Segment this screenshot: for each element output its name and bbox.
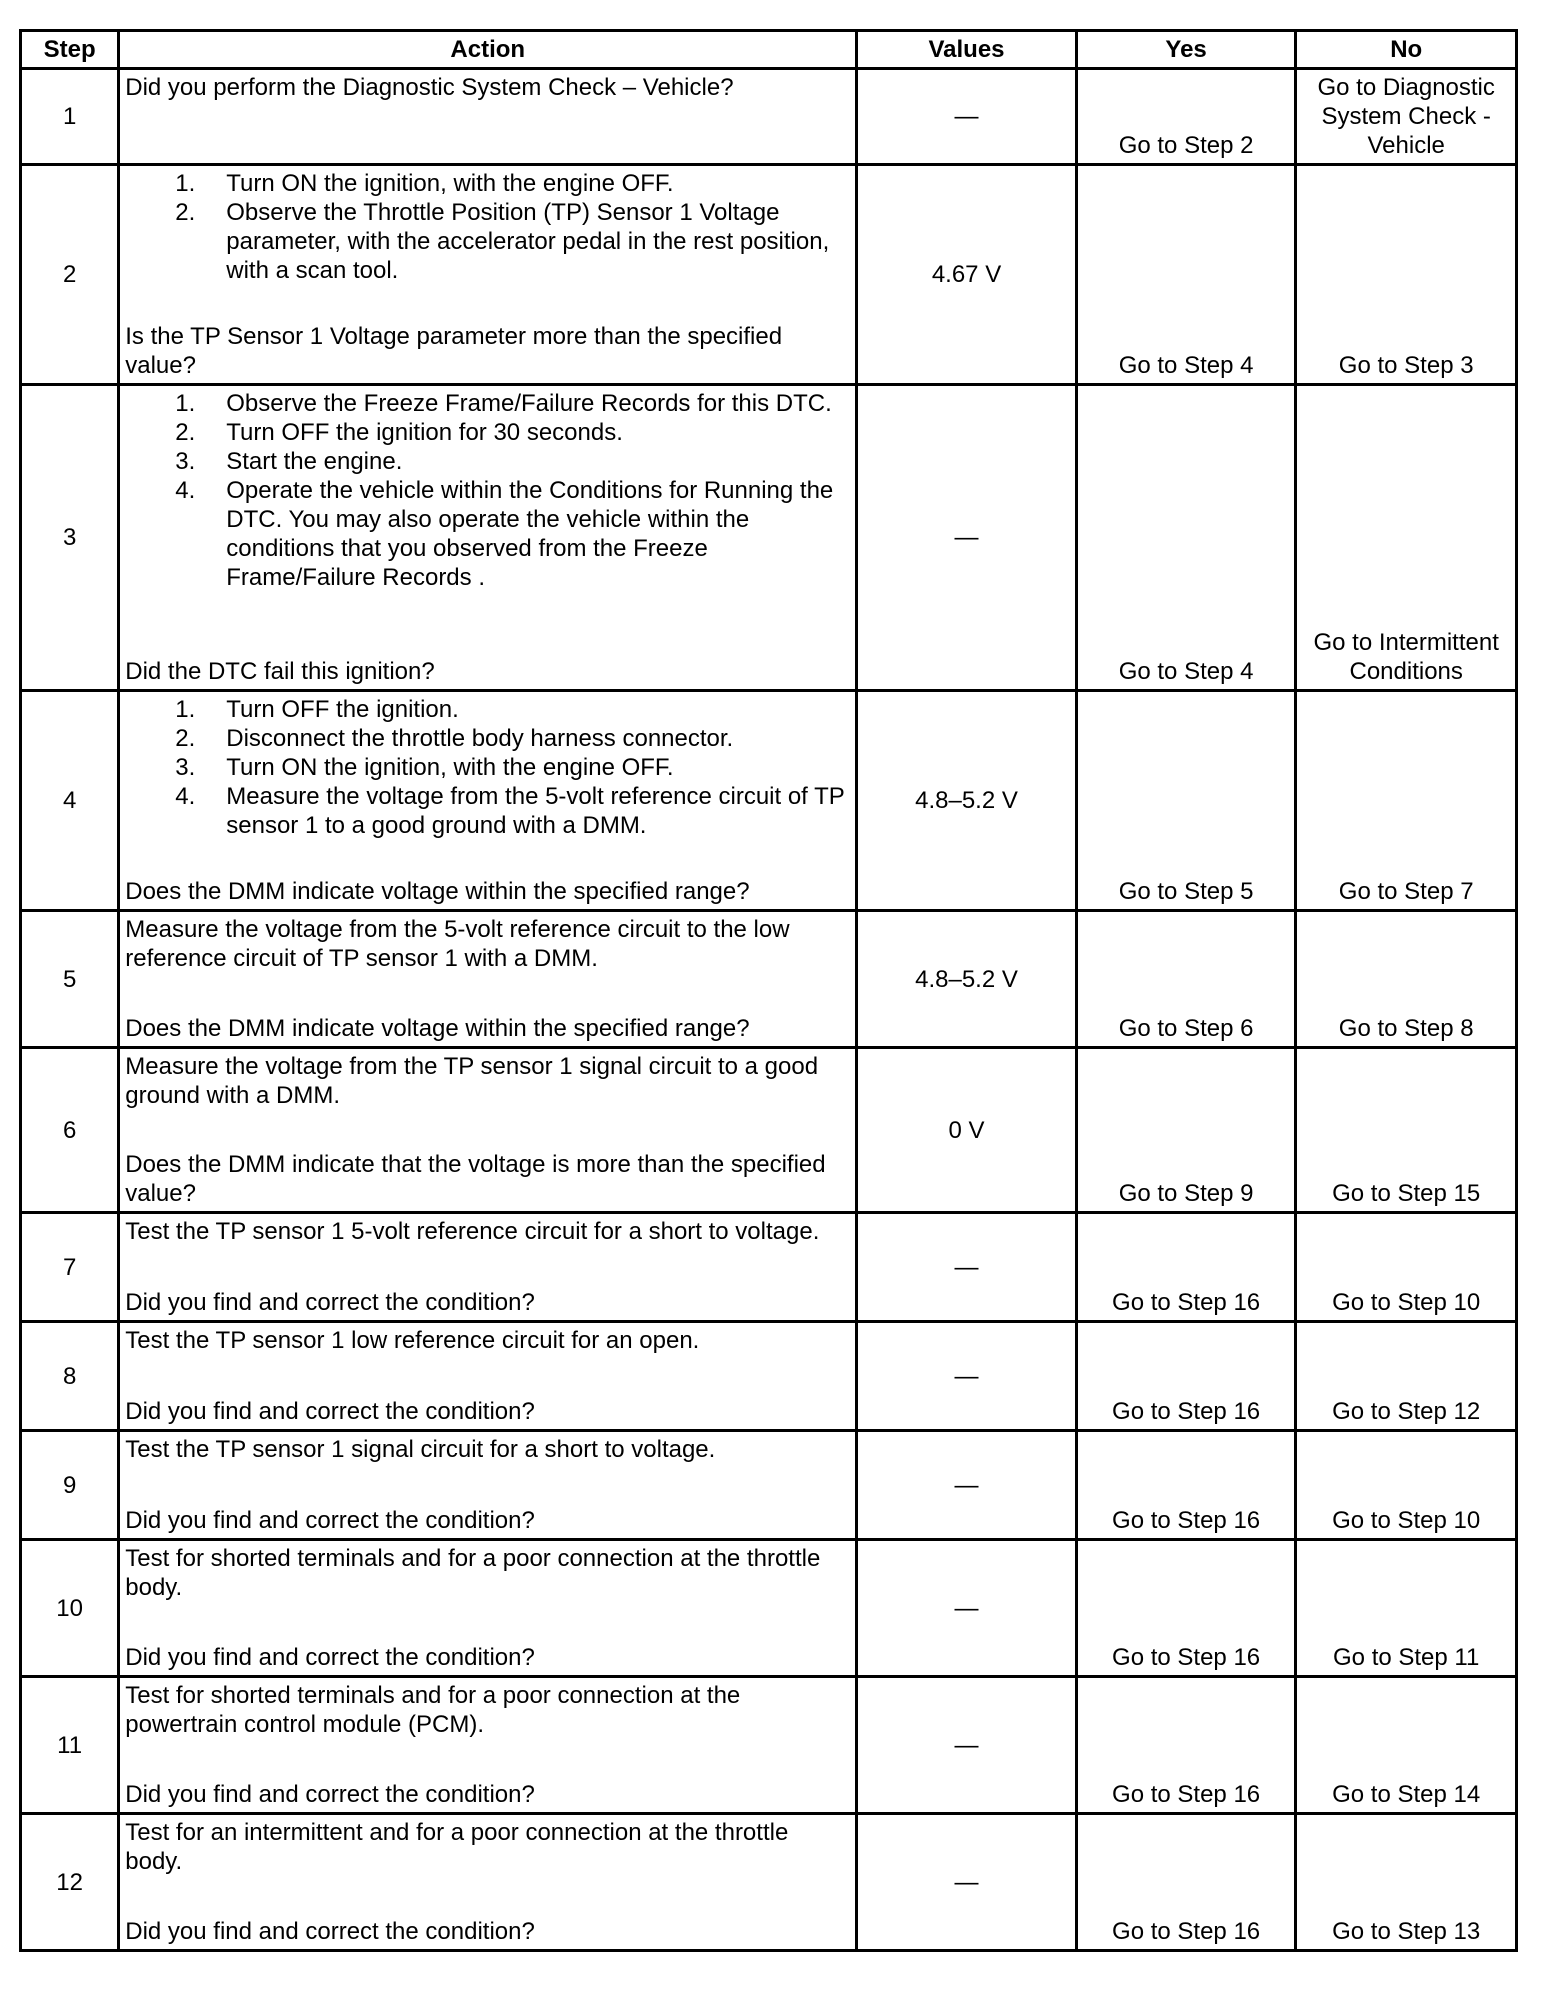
table-row <box>21 165 1517 385</box>
instruction-item: 4. Measure the voltage from the 5-volt reference circuit of TP sensor 1 to a good ground with a DMM. <box>175 783 845 839</box>
table-row <box>21 1048 1517 1213</box>
no-action: Go to Step 8 <box>1296 911 1517 1048</box>
header-action: Action <box>119 31 857 69</box>
no-action: Go to Diagnostic System Check - Vehicle <box>1296 69 1517 165</box>
instruction-item: 1. Turn OFF the ignition. <box>175 696 459 723</box>
action-text: Test the TP sensor 1 5-volt reference circuit for a short to voltage. <box>125 1218 820 1245</box>
action-cell <box>119 1048 857 1213</box>
action-cell <box>119 69 857 165</box>
yes-action: Go to Step 16 <box>1076 1431 1296 1540</box>
diagnostic-table <box>19 29 1518 1952</box>
header-no: No <box>1296 31 1517 69</box>
step-number: 12 <box>21 1814 119 1951</box>
table-row <box>21 691 1517 911</box>
action-cell <box>119 385 857 691</box>
value-cell: — <box>857 1814 1077 1951</box>
table-row <box>21 385 1517 691</box>
table-row <box>21 69 1517 165</box>
header-yes: Yes <box>1076 31 1296 69</box>
no-action: Go to Step 14 <box>1296 1677 1517 1814</box>
yes-action: Go to Step 9 <box>1076 1048 1296 1213</box>
step-number: 2 <box>21 165 119 385</box>
action-question: Does the DMM indicate that the voltage is more than the specified value? <box>125 1151 826 1207</box>
step-number: 8 <box>21 1322 119 1431</box>
instruction-item: 1. Turn ON the ignition, with the engine OFF. <box>175 170 674 197</box>
instruction-item: 1. Observe the Freeze Frame/Failure Records for this DTC. <box>175 390 832 417</box>
action-cell <box>119 1431 857 1540</box>
step-number: 1 <box>21 69 119 165</box>
action-text: Test the TP sensor 1 low reference circuit for an open. <box>125 1327 700 1354</box>
table-row <box>21 1540 1517 1677</box>
table-row <box>21 1213 1517 1322</box>
value-cell: 4.8–5.2 V <box>857 911 1077 1048</box>
action-instructions <box>125 1326 849 1355</box>
action-cell <box>119 691 857 911</box>
action-instructions <box>125 1052 849 1110</box>
action-question: Did you find and correct the condition? <box>125 1644 535 1671</box>
value-cell: — <box>857 1431 1077 1540</box>
instruction-item: 3. Turn ON the ignition, with the engine OFF. <box>175 754 674 781</box>
action-question: Does the DMM indicate voltage within the specified range? <box>125 1015 750 1042</box>
no-action: Go to Step 12 <box>1296 1322 1517 1431</box>
action-text: Measure the voltage from the 5-volt reference circuit to the low reference circuit of TP sensor 1 with a DMM. <box>125 916 790 972</box>
action-question: Did you find and correct the condition? <box>125 1398 535 1425</box>
action-cell <box>119 1540 857 1677</box>
action-cell <box>119 1677 857 1814</box>
value-cell: — <box>857 69 1077 165</box>
step-number: 4 <box>21 691 119 911</box>
action-cell <box>119 911 857 1048</box>
no-action: Go to Step 15 <box>1296 1048 1517 1213</box>
yes-action: Go to Step 4 <box>1076 165 1296 385</box>
action-text: Did you perform the Diagnostic System Check – Vehicle? <box>125 74 734 101</box>
yes-action: Go to Step 16 <box>1076 1814 1296 1951</box>
action-question: Is the TP Sensor 1 Voltage parameter more than the specified value? <box>125 323 783 379</box>
action-instructions <box>125 1681 849 1739</box>
value-cell: 4.67 V <box>857 165 1077 385</box>
yes-action: Go to Step 4 <box>1076 385 1296 691</box>
action-instructions <box>125 1217 849 1246</box>
action-instructions <box>125 169 849 285</box>
header-values: Values <box>857 31 1077 69</box>
yes-action: Go to Step 5 <box>1076 691 1296 911</box>
action-question: Did you find and correct the condition? <box>125 1507 535 1534</box>
action-instructions <box>125 389 849 592</box>
instruction-item: 4. Operate the vehicle within the Conditions for Running the DTC. You may also operate the vehicle within the conditions that you observed from the Freeze Frame/Failure Records . <box>175 477 834 591</box>
yes-action: Go to Step 6 <box>1076 911 1296 1048</box>
action-question: Did you find and correct the condition? <box>125 1781 535 1808</box>
yes-action: Go to Step 16 <box>1076 1213 1296 1322</box>
header-row <box>21 31 1517 69</box>
action-text: Test for an intermittent and for a poor connection at the throttle body. <box>125 1819 789 1875</box>
table-row <box>21 1322 1517 1431</box>
value-cell: — <box>857 1322 1077 1431</box>
instruction-list <box>125 389 849 592</box>
table-row <box>21 1814 1517 1951</box>
instruction-list <box>125 695 849 840</box>
step-number: 9 <box>21 1431 119 1540</box>
action-instructions <box>125 695 849 840</box>
yes-action: Go to Step 16 <box>1076 1322 1296 1431</box>
action-text: Test the TP sensor 1 signal circuit for a short to voltage. <box>125 1436 716 1463</box>
value-cell: — <box>857 385 1077 691</box>
header-step: Step <box>21 31 119 69</box>
step-number: 10 <box>21 1540 119 1677</box>
table-row <box>21 911 1517 1048</box>
action-text: Test for shorted terminals and for a poor connection at the powertrain control module (PCM). <box>125 1682 741 1738</box>
instruction-item: 2. Turn OFF the ignition for 30 seconds. <box>175 419 623 446</box>
action-cell <box>119 1814 857 1951</box>
step-number: 3 <box>21 385 119 691</box>
no-action: Go to Step 10 <box>1296 1213 1517 1322</box>
action-text: Measure the voltage from the TP sensor 1 signal circuit to a good ground with a DMM. <box>125 1053 819 1109</box>
yes-action: Go to Step 2 <box>1076 69 1296 165</box>
step-number: 7 <box>21 1213 119 1322</box>
action-text: Test for shorted terminals and for a poor connection at the throttle body. <box>125 1545 821 1601</box>
no-action: Go to Step 11 <box>1296 1540 1517 1677</box>
instruction-item: 2. Disconnect the throttle body harness connector. <box>175 725 734 752</box>
action-instructions <box>125 1818 849 1876</box>
action-question: Did the DTC fail this ignition? <box>125 658 435 685</box>
action-instructions <box>125 1544 849 1602</box>
action-question: Did you find and correct the condition? <box>125 1289 535 1316</box>
step-number: 11 <box>21 1677 119 1814</box>
value-cell: 0 V <box>857 1048 1077 1213</box>
step-number: 6 <box>21 1048 119 1213</box>
action-question: Does the DMM indicate voltage within the specified range? <box>125 878 750 905</box>
value-cell: 4.8–5.2 V <box>857 691 1077 911</box>
yes-action: Go to Step 16 <box>1076 1540 1296 1677</box>
action-instructions <box>125 1435 849 1464</box>
value-cell: — <box>857 1540 1077 1677</box>
action-instructions <box>125 915 849 973</box>
yes-action: Go to Step 16 <box>1076 1677 1296 1814</box>
instruction-item: 3. Start the engine. <box>175 448 403 475</box>
action-cell <box>119 165 857 385</box>
step-number: 5 <box>21 911 119 1048</box>
no-action: Go to Intermittent Conditions <box>1296 385 1517 691</box>
action-instructions <box>125 73 849 102</box>
instruction-item: 2. Observe the Throttle Position (TP) Sensor 1 Voltage parameter, with the accelerator pedal in the rest position, with a scan tool. <box>175 199 830 284</box>
instruction-list <box>125 169 849 285</box>
action-question: Did you find and correct the condition? <box>125 1918 535 1945</box>
value-cell: — <box>857 1213 1077 1322</box>
table-row <box>21 1431 1517 1540</box>
no-action: Go to Step 3 <box>1296 165 1517 385</box>
action-cell <box>119 1213 857 1322</box>
no-action: Go to Step 13 <box>1296 1814 1517 1951</box>
no-action: Go to Step 10 <box>1296 1431 1517 1540</box>
action-cell <box>119 1322 857 1431</box>
table-row <box>21 1677 1517 1814</box>
value-cell: — <box>857 1677 1077 1814</box>
no-action: Go to Step 7 <box>1296 691 1517 911</box>
